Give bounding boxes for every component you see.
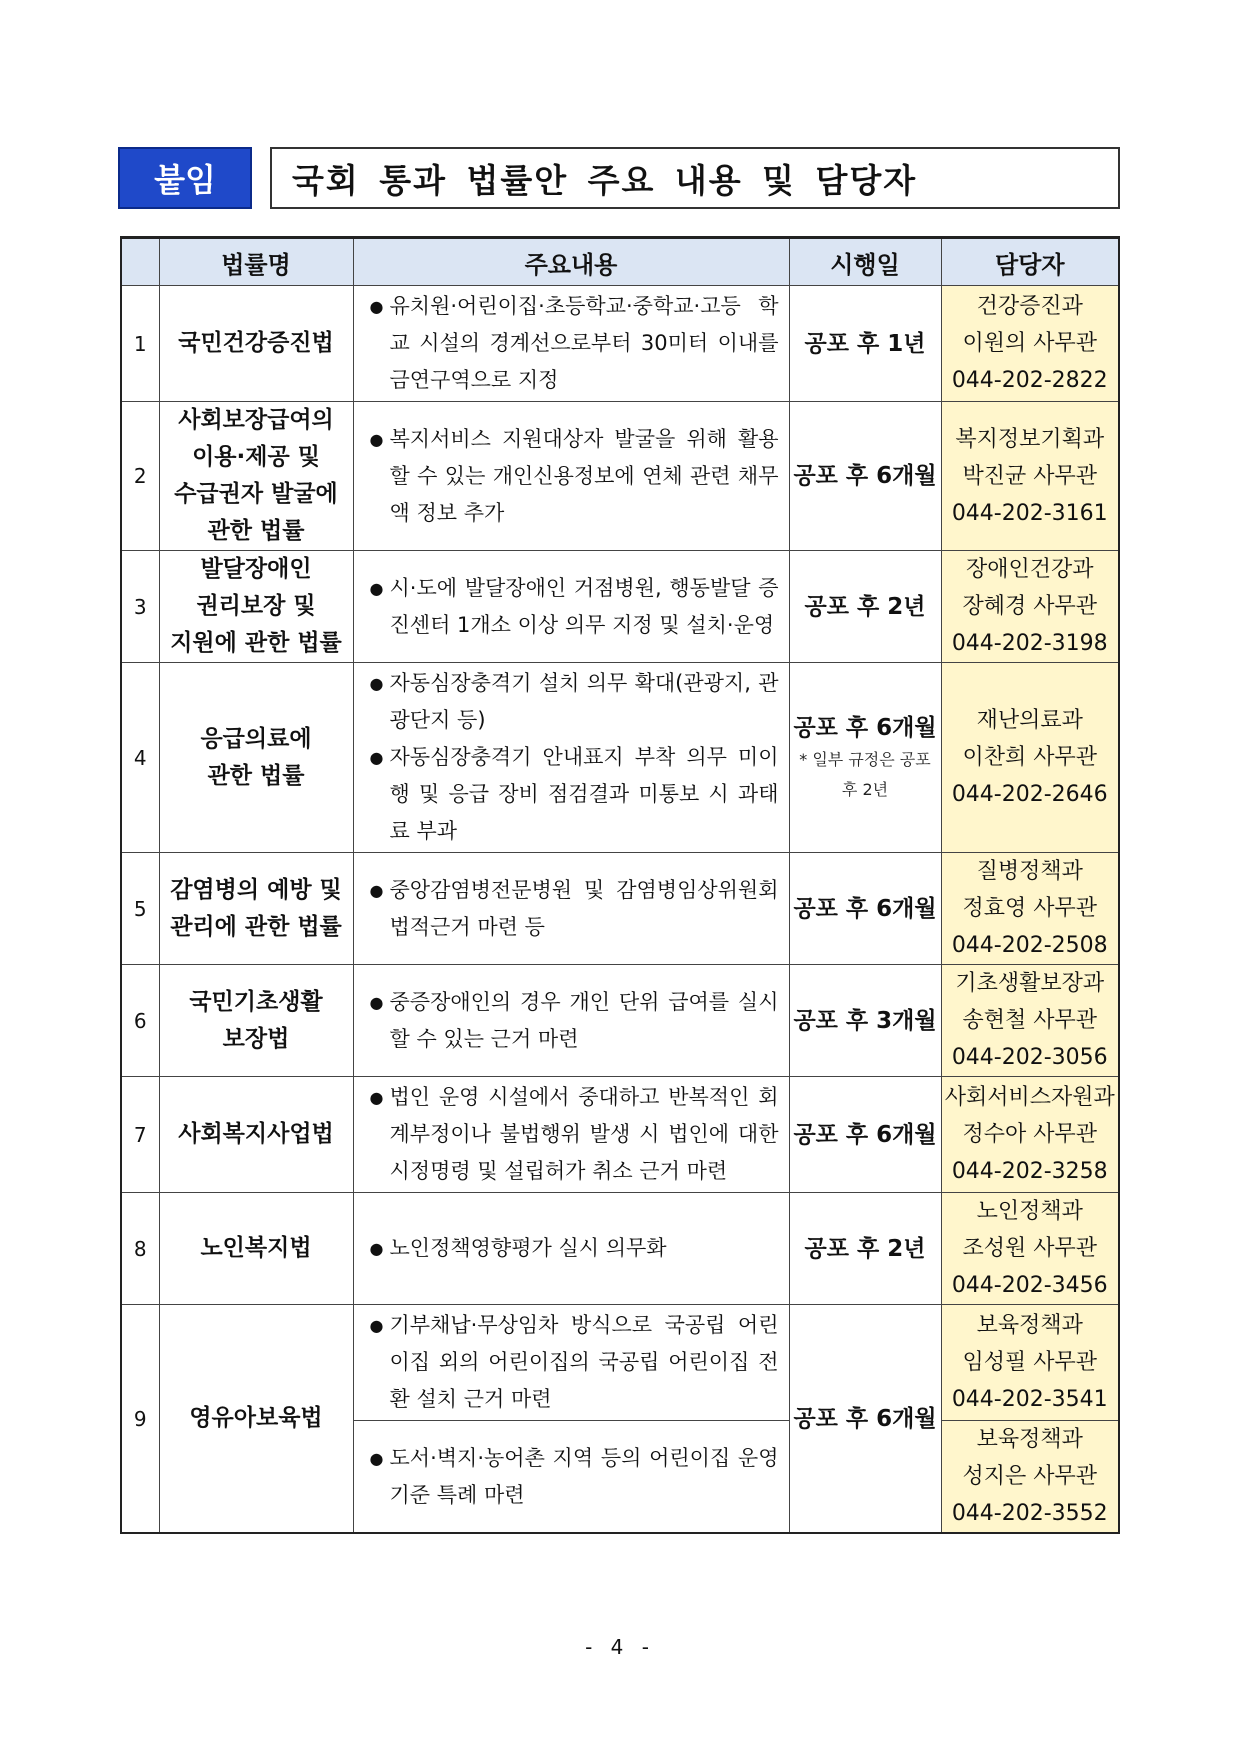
table-row xyxy=(121,551,1119,663)
contact-person: 장혜경 사무관 xyxy=(962,594,1097,619)
law-name-line: 권리보장 및 xyxy=(196,593,316,619)
content-bullet xyxy=(370,421,779,532)
contact-cell xyxy=(941,1193,1119,1305)
contact-cell xyxy=(941,551,1119,663)
table-header-row xyxy=(121,238,1119,286)
contact-dept: 보육정책과 xyxy=(976,1313,1083,1338)
law-name-line: 관한 법률 xyxy=(207,518,305,544)
law-name-line: 발달장애인 xyxy=(200,556,312,582)
law-name xyxy=(159,1077,353,1193)
table-row xyxy=(121,663,1119,853)
contact-cell xyxy=(941,853,1119,965)
row-number: 1 xyxy=(121,286,159,402)
row-number: 6 xyxy=(121,965,159,1077)
contact-phone: 044-202-3198 xyxy=(951,631,1108,656)
content-bullet xyxy=(370,1307,779,1418)
law-name-line: 관한 법률 xyxy=(207,762,305,789)
content-bullet xyxy=(370,1079,779,1190)
effective-date-text: 공포 후 1년 xyxy=(804,330,926,357)
law-name-line: 이용·제공 및 xyxy=(192,444,320,470)
table-row xyxy=(121,1193,1119,1305)
law-name xyxy=(159,551,353,663)
contact-cell xyxy=(941,1305,1119,1421)
law-name xyxy=(159,1193,353,1305)
law-table xyxy=(120,236,1120,1534)
bullet-icon: ● xyxy=(369,992,384,1012)
effective-date-text: 공포 후 6개월 xyxy=(793,895,937,922)
content-text: 자동심장충격기 안내표지 부착 의무 미이행 및 응급 장비 점검결과 미통보 시 과태료 부과 xyxy=(389,745,779,843)
effective-date xyxy=(789,853,941,965)
effective-date xyxy=(789,402,941,551)
contact-phone: 044-202-3552 xyxy=(951,1501,1108,1526)
effective-date-text: 공포 후 6개월 xyxy=(793,714,937,741)
effective-date xyxy=(789,286,941,402)
bullet-icon: ● xyxy=(369,674,384,693)
effective-date: 공포 후 6개월 xyxy=(789,1305,941,1534)
col-header-content: 주요내용 xyxy=(353,238,789,286)
bullet-icon: ● xyxy=(369,1088,384,1107)
col-header-number xyxy=(121,238,159,286)
main-content xyxy=(353,1421,789,1534)
effective-date-text: 공포 후 2년 xyxy=(804,1235,926,1262)
effective-date-text: 공포 후 2년 xyxy=(804,593,926,620)
contact-phone: 044-202-3258 xyxy=(951,1159,1108,1184)
law-name-line: 관리에 관한 법률 xyxy=(170,913,342,940)
law-name-line: 감염병의 예방 및 xyxy=(170,876,342,903)
content-text: 유치원·어린이집·초등학교·중학교·고등 학교 시설의 경계선으로부터 30미터 이내를 금연구역으로 지정 xyxy=(389,294,779,392)
contact-dept: 장애인건강과 xyxy=(965,557,1094,582)
contact-person: 조성원 사무관 xyxy=(962,1236,1097,1261)
attachment-badge: 붙임 xyxy=(118,147,252,209)
content-text: 법인 운영 시설에서 중대하고 반복적인 회계부정이나 불법행위 발생 시 법인에 대한 시정명령 및 설립허가 취소 근거 마련 xyxy=(389,1085,779,1183)
content-bullet xyxy=(370,665,779,739)
law-name xyxy=(159,402,353,551)
content-text: 기부채납·무상임차 방식으로 국공립 어린이집 외의 어린이집의 국공립 어린이집 전환 설치 근거 마련 xyxy=(389,1313,779,1411)
content-bullet xyxy=(370,570,779,644)
contact-dept: 질병정책과 xyxy=(976,859,1083,884)
law-name-line: 국민건강증진법 xyxy=(178,330,334,356)
table-row xyxy=(121,1077,1119,1193)
contact-dept: 기초생활보장과 xyxy=(955,971,1105,996)
row-number: 7 xyxy=(121,1077,159,1193)
row-number: 9 xyxy=(121,1305,159,1534)
row-number: 2 xyxy=(121,402,159,551)
bullet-icon: ● xyxy=(369,1316,384,1335)
col-header-law-name: 법률명 xyxy=(159,238,353,286)
effective-date-note: * 일부 규정은 공포 후 2년 xyxy=(799,749,931,799)
bullet-icon: ● xyxy=(369,578,384,598)
main-content xyxy=(353,1305,789,1421)
effective-date-text: 공포 후 6개월 xyxy=(793,1121,937,1148)
content-bullet xyxy=(370,1440,779,1514)
contact-phone: 044-202-3161 xyxy=(951,500,1108,526)
bullet-icon: ● xyxy=(369,1448,384,1468)
contact-cell xyxy=(941,1077,1119,1193)
effective-date-text: 공포 후 3개월 xyxy=(793,1007,937,1034)
effective-date xyxy=(789,1193,941,1305)
main-content xyxy=(353,551,789,663)
contact-dept: 보육정책과 xyxy=(976,1427,1083,1452)
law-name-line: 보장법 xyxy=(222,1025,290,1052)
content-text: 중앙감염병전문병원 및 감염병임상위원회 법적근거 마련 등 xyxy=(389,877,779,939)
content-text: 도서·벽지·농어촌 지역 등의 어린이집 운영기준 특례 마련 xyxy=(389,1445,779,1507)
content-bullet xyxy=(370,739,779,850)
law-name-line: 수급권자 발굴에 xyxy=(174,481,338,507)
main-content xyxy=(353,663,789,853)
contact-person: 임성필 사무관 xyxy=(962,1350,1097,1375)
contact-cell xyxy=(941,663,1119,853)
contact-phone: 044-202-3541 xyxy=(951,1387,1108,1412)
contact-phone: 044-202-3056 xyxy=(951,1045,1108,1070)
content-text: 중증장애인의 경우 개인 단위 급여를 실시할 수 있는 근거 마련 xyxy=(389,989,779,1051)
bullet-icon: ● xyxy=(369,880,384,900)
col-header-contact: 담당자 xyxy=(941,238,1119,286)
row-number: 3 xyxy=(121,551,159,663)
law-name xyxy=(159,965,353,1077)
page-number: - 4 - xyxy=(585,1635,655,1659)
contact-person: 이찬희 사무관 xyxy=(962,745,1097,770)
contact-phone: 044-202-3456 xyxy=(951,1273,1108,1298)
contact-dept: 노인정책과 xyxy=(976,1199,1083,1224)
law-name-line: 국민기초생활 xyxy=(189,988,323,1015)
law-name xyxy=(159,286,353,402)
content-text: 복지서비스 지원대상자 발굴을 위해 활용할 수 있는 개인신용정보에 연체 관련 채무액 정보 추가 xyxy=(389,426,779,525)
page-title: 국회 통과 법률안 주요 내용 및 담당자 xyxy=(270,147,1120,209)
contact-cell xyxy=(941,286,1119,402)
content-text: 자동심장충격기 설치 의무 확대(관광지, 관광단지 등) xyxy=(389,671,779,732)
law-name-line: 지원에 관한 법률 xyxy=(170,630,342,656)
law-name: 영유아보육법 xyxy=(159,1305,353,1534)
law-name xyxy=(159,663,353,853)
contact-phone: 044-202-2508 xyxy=(951,933,1108,958)
content-bullet xyxy=(370,872,779,946)
contact-person: 이원의 사무관 xyxy=(962,331,1097,356)
contact-person: 정효영 사무관 xyxy=(962,896,1097,921)
bullet-icon: ● xyxy=(369,1239,384,1258)
contact-person: 성지은 사무관 xyxy=(962,1464,1097,1489)
main-content xyxy=(353,1193,789,1305)
effective-date-text: 공포 후 6개월 xyxy=(793,463,937,489)
effective-date xyxy=(789,965,941,1077)
content-text: 노인정책영향평가 실시 의무화 xyxy=(389,1236,667,1260)
main-content xyxy=(353,402,789,551)
contact-person: 송현철 사무관 xyxy=(962,1008,1097,1033)
contact-dept: 건강증진과 xyxy=(976,294,1083,319)
contact-cell xyxy=(941,402,1119,551)
contact-phone: 044-202-2646 xyxy=(951,782,1108,807)
content-bullet xyxy=(370,288,779,399)
table-row xyxy=(121,1305,1119,1421)
main-content xyxy=(353,965,789,1077)
effective-date xyxy=(789,1077,941,1193)
contact-dept: 복지정보기획과 xyxy=(955,426,1105,452)
bullet-icon: ● xyxy=(369,429,384,449)
table-row xyxy=(121,853,1119,965)
col-header-effective-date: 시행일 xyxy=(789,238,941,286)
bullet-icon: ● xyxy=(369,297,384,316)
bullet-icon: ● xyxy=(369,748,384,767)
contact-dept: 사회서비스자원과 xyxy=(944,1085,1115,1110)
contact-cell xyxy=(941,1421,1119,1534)
effective-date xyxy=(789,663,941,853)
content-bullet xyxy=(370,1230,779,1267)
law-name-line: 노인복지법 xyxy=(200,1235,312,1261)
row-number: 8 xyxy=(121,1193,159,1305)
contact-person: 박진균 사무관 xyxy=(962,463,1097,489)
contact-dept: 재난의료과 xyxy=(976,708,1083,733)
contact-cell xyxy=(941,965,1119,1077)
content-bullet xyxy=(370,984,779,1058)
table-row xyxy=(121,402,1119,551)
law-name-line: 사회복지사업법 xyxy=(178,1121,334,1147)
main-content xyxy=(353,853,789,965)
content-text: 시·도에 발달장애인 거점병원, 행동발달 증진센터 1개소 이상 의무 지정 및 설치·운영 xyxy=(389,575,779,637)
contact-phone: 044-202-2822 xyxy=(951,368,1108,393)
row-number: 4 xyxy=(121,663,159,853)
effective-date xyxy=(789,551,941,663)
row-number: 5 xyxy=(121,853,159,965)
law-name xyxy=(159,853,353,965)
table-row xyxy=(121,965,1119,1077)
law-name-line: 사회보장급여의 xyxy=(178,407,334,433)
main-content xyxy=(353,1077,789,1193)
table-row xyxy=(121,286,1119,402)
law-name-line: 응급의료에 xyxy=(200,725,312,752)
main-content xyxy=(353,286,789,402)
contact-person: 정수아 사무관 xyxy=(962,1122,1097,1147)
